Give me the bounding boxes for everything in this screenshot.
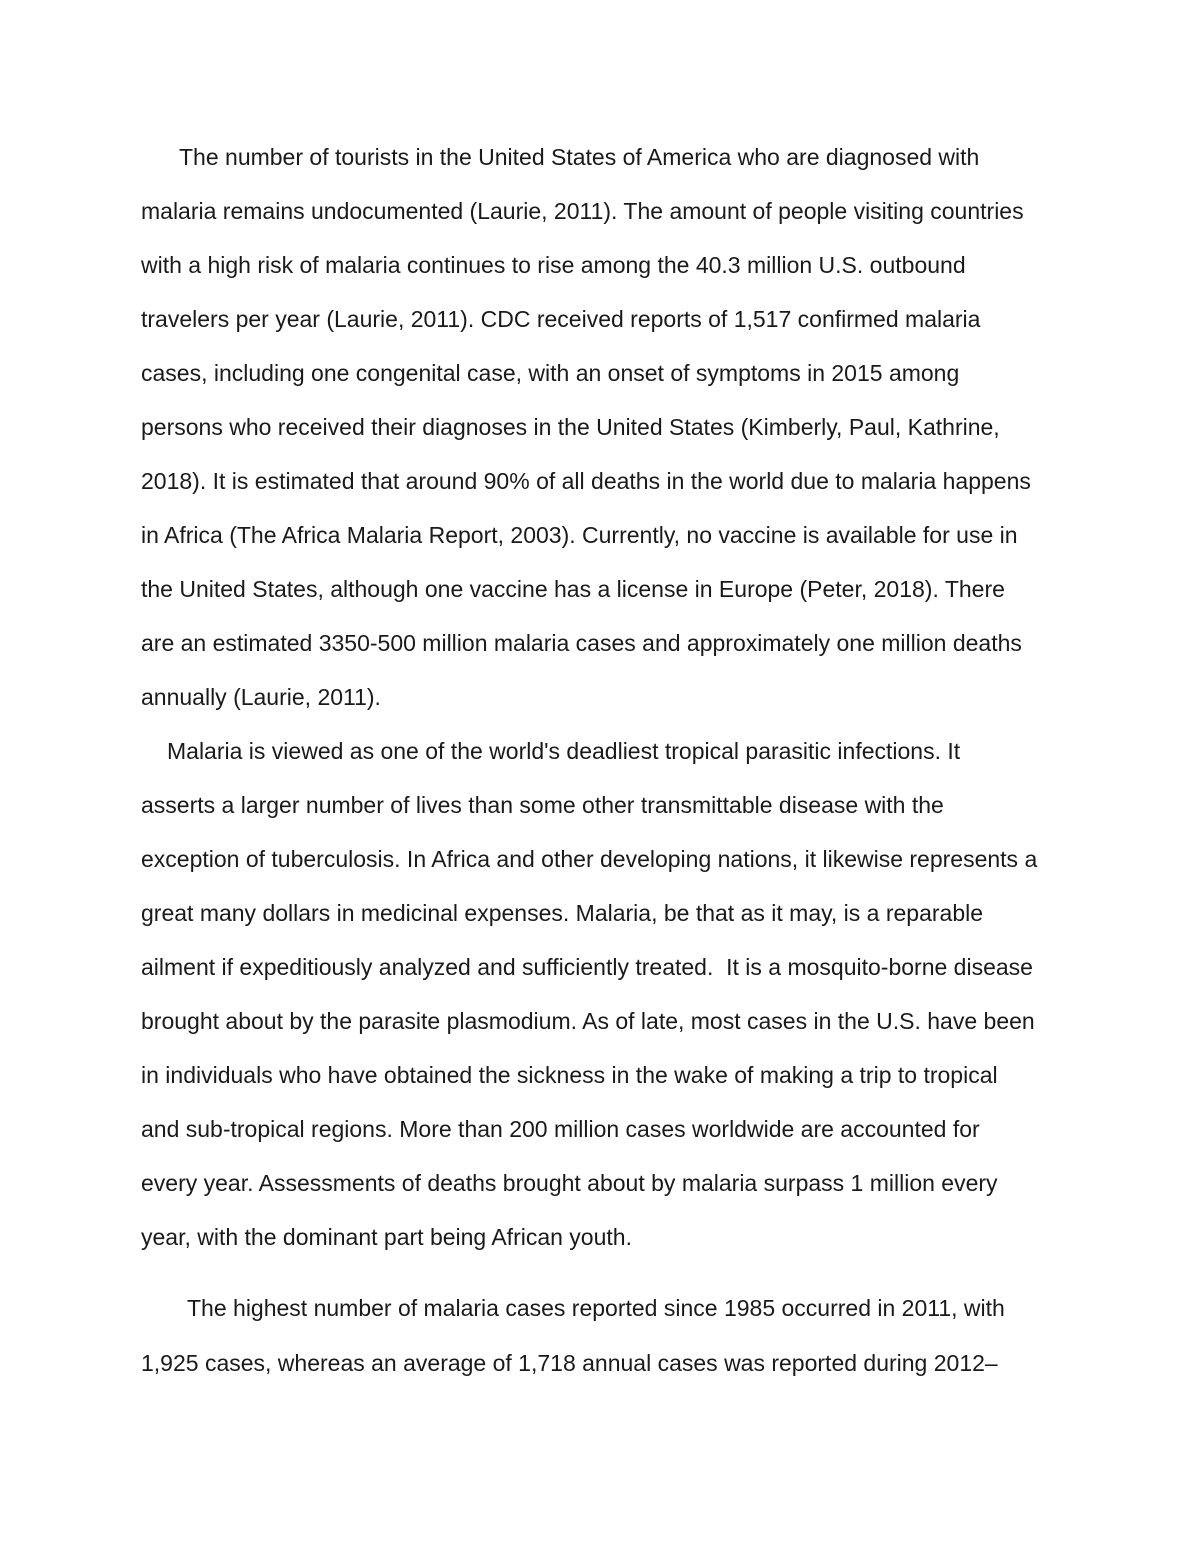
text-line: 1,925 cases, whereas an average of 1,718 annual cases was reported during 2012– [141, 1350, 998, 1376]
text-line: The highest number of malaria cases reported since 1985 occurred in 2011, with [187, 1295, 1005, 1321]
text-line: Malaria is viewed as one of the world's deadliest tropical parasitic infections. It [167, 738, 961, 764]
text-line: year, with the dominant part being African youth. [141, 1224, 632, 1250]
text-line: exception of tuberculosis. In Africa and other developing nations, it likewise represents a [141, 846, 1038, 872]
text-line: The number of tourists in the United States of America who are diagnosed with [179, 144, 980, 170]
text-line: every year. Assessments of deaths brought about by malaria surpass 1 million every [141, 1170, 998, 1196]
text-line: ailment if expeditiously analyzed and sufficiently treated. It is a mosquito-borne disease [141, 954, 1033, 980]
text-line: and sub-tropical regions. More than 200 million cases worldwide are accounted for [141, 1116, 980, 1142]
text-line: in individuals who have obtained the sickness in the wake of making a trip to tropical [141, 1062, 998, 1088]
text-line: travelers per year (Laurie, 2011). CDC received reports of 1,517 confirmed malaria [141, 306, 981, 332]
text-line: in Africa (The Africa Malaria Report, 2003). Currently, no vaccine is available for use in [141, 522, 1018, 548]
text-line: asserts a larger number of lives than some other transmittable disease with the [141, 792, 944, 818]
text-line: annually (Laurie, 2011). [141, 684, 381, 710]
text-line: 2018). It is estimated that around 90% of all deaths in the world due to malaria happens [141, 468, 1031, 494]
text-line: cases, including one congenital case, with an onset of symptoms in 2015 among [141, 360, 960, 386]
text-line: great many dollars in medicinal expenses. Malaria, be that as it may, is a reparable [141, 900, 984, 926]
text-line: are an estimated 3350-500 million malaria cases and approximately one million deaths [141, 630, 1022, 656]
text-line: malaria remains undocumented (Laurie, 2011). The amount of people visiting countries [141, 198, 1024, 224]
text-line: brought about by the parasite plasmodium. As of late, most cases in the U.S. have been [141, 1008, 1035, 1034]
text-line: the United States, although one vaccine has a license in Europe (Peter, 2018). There [141, 576, 1005, 602]
text-line: with a high risk of malaria continues to rise among the 40.3 million U.S. outbound [141, 252, 966, 278]
text-line: persons who received their diagnoses in the United States (Kimberly, Paul, Kathrine, [141, 414, 1000, 440]
